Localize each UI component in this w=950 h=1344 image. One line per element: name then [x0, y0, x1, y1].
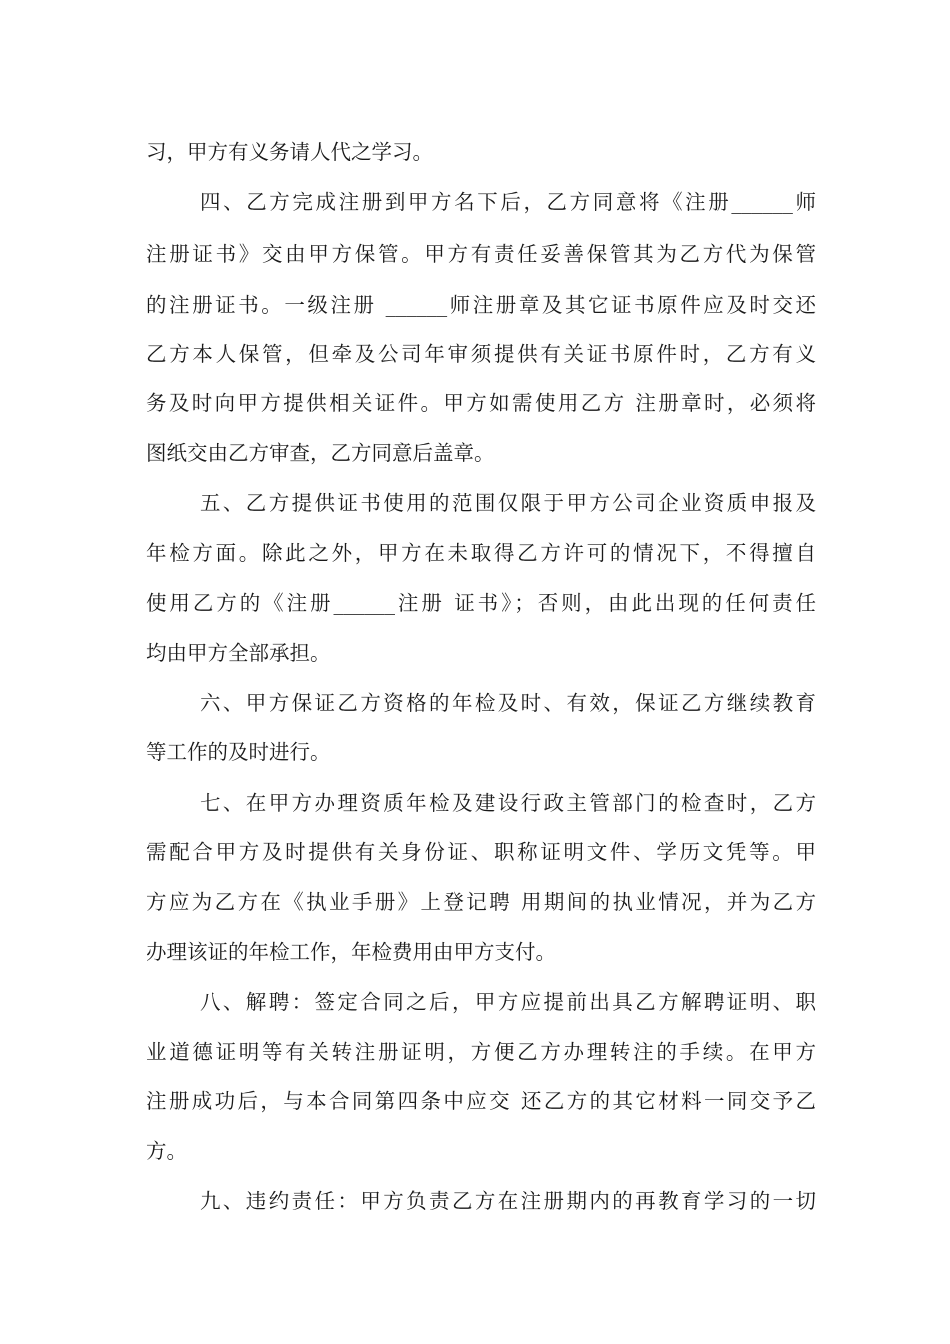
text-line: 年检方面。除此之外，甲方在未取得乙方许可的情况下，不得擅自 [146, 541, 816, 565]
paragraph-7-first-line: 七、在甲方办理资质年检及建设行政主管部门的检查时，乙方 [200, 791, 816, 815]
text-line: 办理该证的年检工作，年检费用由甲方支付。 [146, 940, 556, 964]
text-line: 图纸交由乙方审查，乙方同意后盖章。 [146, 441, 495, 465]
text-line: 需配合甲方及时提供有关身份证、职称证明文件、学历文凭等。甲 [146, 840, 816, 864]
text-line: 业道德证明等有关转注册证明，方便乙方办理转注的手续。在甲方 [146, 1040, 816, 1064]
text-line: 均由甲方全部承担。 [146, 641, 331, 665]
paragraph-6-first-line: 六、甲方保证乙方资格的年检及时、有效，保证乙方继续教育 [200, 691, 816, 715]
text-line: 方应为乙方在《执业手册》上登记聘 用期间的执业情况，并为乙方 [146, 890, 816, 914]
text-line: 习，甲方有义务请人代之学习。 [146, 140, 433, 164]
text-line: 使用乙方的《注册______注册 证书》；否则，由此出现的任何责任 [146, 591, 816, 615]
paragraph-8-first-line: 八、解聘：签定合同之后，甲方应提前出具乙方解聘证明、职 [200, 990, 816, 1014]
paragraph-9-first-line: 九、违约责任：甲方负责乙方在注册期内的再教育学习的一切 [200, 1189, 816, 1213]
text-line: 的注册证书。一级注册 ______师注册章及其它证书原件应及时交还 [146, 293, 816, 317]
text-line: 注册成功后，与本合同第四条中应交 还乙方的其它材料一同交予乙 [146, 1089, 816, 1113]
paragraph-4-first-line: 四、乙方完成注册到甲方名下后，乙方同意将《注册______师 [200, 190, 816, 214]
text-line: 方。 [146, 1139, 187, 1163]
text-line: 乙方本人保管，但牵及公司年审须提供有关证书原件时，乙方有义 [146, 342, 816, 366]
text-line: 注册证书》交由甲方保管。甲方有责任妥善保管其为乙方代为保管 [146, 242, 816, 266]
text-line: 务及时向甲方提供相关证件。甲方如需使用乙方 注册章时，必须将 [146, 391, 816, 415]
paragraph-5-first-line: 五、乙方提供证书使用的范围仅限于甲方公司企业资质申报及 [200, 491, 816, 515]
text-line: 等工作的及时进行。 [146, 740, 331, 764]
